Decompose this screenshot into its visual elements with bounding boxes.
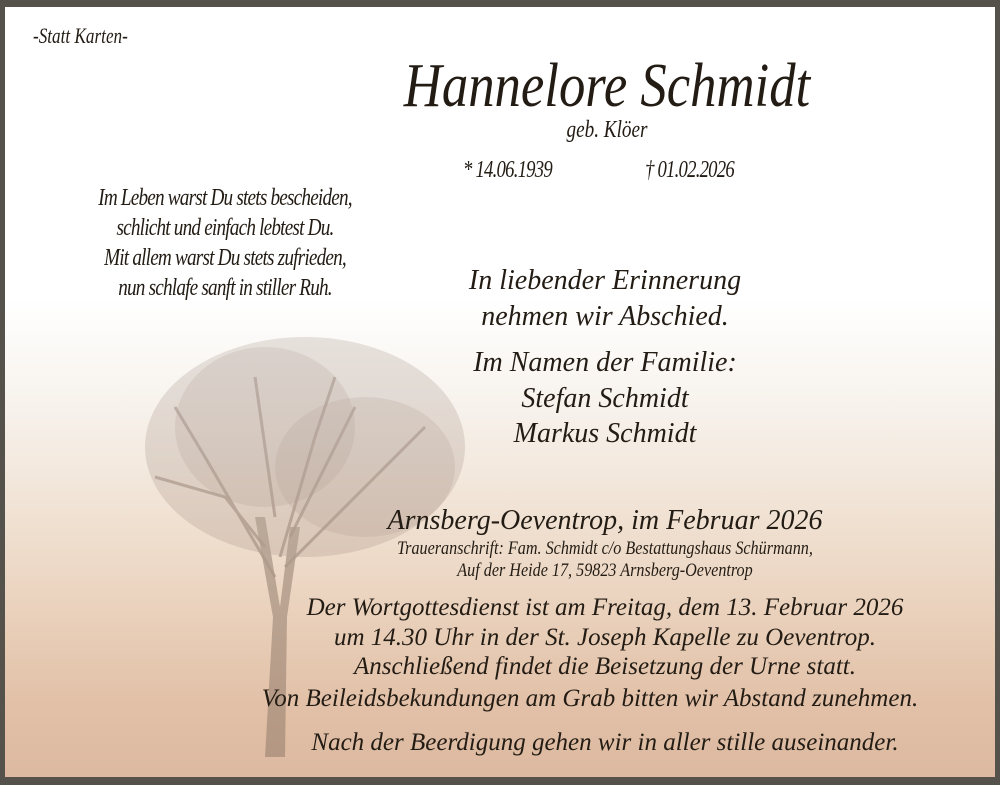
family-member: Stefan Schmidt bbox=[521, 383, 689, 414]
farewell-line: nehmen wir Abschied. bbox=[481, 301, 729, 332]
death-date: † 01.02.2026 bbox=[645, 157, 734, 183]
place-date: Arnsberg-Oeventrop, im Februar 2026 bbox=[387, 505, 823, 536]
poem-line: Im Leben warst Du stets bescheiden, bbox=[98, 185, 352, 211]
poem-line: Mit allem warst Du stets zufrieden, bbox=[104, 245, 346, 271]
condolences-note: Von Beileidsbekundungen am Grab bitten wir Abstand zunehmen. bbox=[261, 685, 919, 712]
birth-name: geb. Klöer bbox=[566, 117, 648, 143]
service-line: Anschließend findet die Beisetzung der Urne statt. bbox=[354, 653, 856, 680]
farewell-line: In liebender Erinnerung bbox=[468, 265, 742, 296]
statt-karten-label: -Statt Karten- bbox=[33, 23, 128, 48]
address-line: Traueranschrift: Fam. Schmidt c/o Bestattungshaus Schürmann, bbox=[397, 538, 813, 559]
address-line: Auf der Heide 17, 59823 Arnsberg-Oeventrop bbox=[457, 560, 753, 581]
poem-line: schlicht und einfach lebtest Du. bbox=[116, 215, 334, 241]
service-line: Der Wortgottesdienst ist am Freitag, dem 13. Februar 2026 bbox=[306, 594, 904, 621]
family-member: Markus Schmidt bbox=[513, 418, 697, 449]
deceased-name: Hannelore Schmidt bbox=[403, 52, 811, 120]
poem-line: nun schlafe sanft in stiller Ruh. bbox=[118, 275, 332, 301]
closing-note: Nach der Beerdigung gehen wir in aller stille auseinander. bbox=[311, 729, 899, 756]
family-intro: Im Namen der Familie: bbox=[473, 347, 737, 378]
birth-date: * 14.06.1939 bbox=[463, 157, 552, 183]
obituary-card bbox=[5, 7, 995, 777]
service-line: um 14.30 Uhr in der St. Joseph Kapelle zu Oeventrop. bbox=[333, 624, 877, 651]
